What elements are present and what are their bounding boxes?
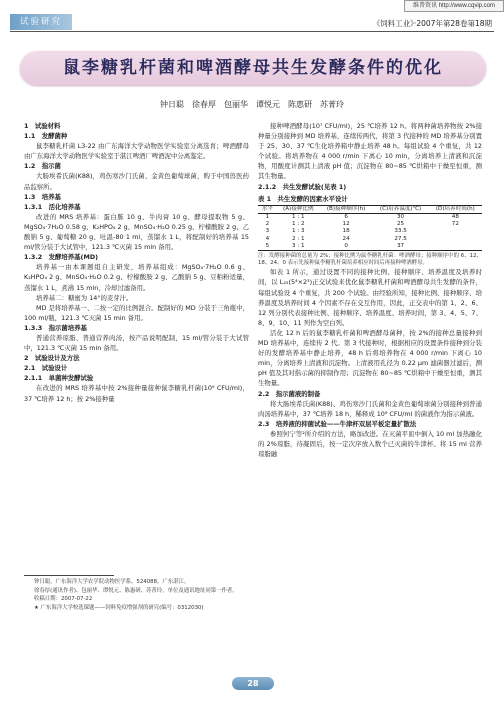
author-list: 钟日聪 徐春厚 包丽华 谭悦元 陈惠研 苏菁玲	[160, 100, 344, 109]
page-number: 28	[232, 677, 274, 690]
paragraph: 改进的 MRS 培养基：蛋白胨 10 g、牛肉膏 10 g、酵母提取物 5 g、MgSO₄·7H₂O 0.58 g、K₂HPO₄ 2 g、MnSO₄·H₂O 0.25 g、柠檬酸胺 2 g、乙酸钠 5 g、葡萄糖 20 g、吐温-80 1 ml，蒸馏水 1 L，将配制好的培养基 15 ml/管分装于大试管中，121.3 ℃灭菌 15 min 备用。	[24, 212, 249, 252]
table-cell: 3	[265, 228, 270, 235]
page-header	[0, 14, 504, 34]
footnotes	[24, 578, 249, 612]
subsection-heading: 1.2 指示菌	[24, 162, 61, 171]
subsection-heading: 1.1 发酵菌种	[24, 132, 68, 141]
paragraph: 如表 1 所示，通过设置不同的接种比例、接种顺序、培养温度及培养时间，以 L₂₅(5⁴×2³)正交试验来优化鼠李糖乳杆菌和啤酒酵母共生发酵的条件，每组试验设 4 个重复，共 200 个试验。由经验所知，接种比例、接种顺序、培养温度及培养时间 4 个因素不存在交互作用，因此，正交表中的第 1、2、6、12 列分别代表接种比例、接种顺序、培养温度、培养时间，第 3、4、5、7、8、9、10、11 列作为空白列。	[258, 268, 482, 327]
table-header-cell: (A)接种比例	[277, 205, 320, 213]
subsection-heading: 2.1.2 共生发酵试验(见表 1)	[258, 182, 347, 191]
paragraph: 鼠李糖乳杆菌 L3-22 由广东海洋大学动物医学实验室分离选育；啤酒酵母由广东海洋大学动物医学实验室于湛江啤酒厂啤酒泥中分离鉴定。	[24, 142, 249, 161]
subsection-heading: 1.3.3 指示菌培养基	[24, 323, 87, 332]
header-rule	[10, 31, 494, 32]
left-column	[24, 121, 249, 404]
footnote: 钟日聪，广东海洋大学农学院动物医学系，524088，广东湛江。	[34, 579, 190, 585]
table-cell: 5	[258, 243, 277, 251]
journal-info: 《饲料工业》·2007年第28卷第18期	[372, 19, 492, 28]
footnote-rule	[24, 575, 114, 576]
table-cell: 3 : 1	[277, 243, 320, 251]
paragraph: 将大肠埃希氏菌(K88)、鸡伤寒沙门氏菌和金黄色葡萄球菌分别接种到普通肉汤培养基中，37 ℃培养 18 h，稀释成 10⁸ CFU/ml 的菌液作为指示菌液。	[258, 399, 482, 418]
right-column	[258, 121, 482, 459]
footnote: 徐春厚(通讯作者)、包丽华、谭悦元、陈惠研、苏菁玲，单位及通讯地址同第一作者。	[34, 587, 238, 594]
paragraph: 培养基一由本课题组自主研发，培养基组成：MgSO₄·7H₂O 0.6 g、K₂HPO₄ 2 g、MnSO₄·H₂O 0.2 g、柠檬酸胺 2 g、乙酸钠 5 g、豆粕粉适量，蒸馏水 1 L，煮沸 15 min，冷却过滤备用。	[24, 263, 249, 292]
paragraph: 接种啤酒酵母(10⁷ CFU/ml)，25 ℃培养 12 h。将两种菌培养物按 2%接种量分别接种到 MD 培养基，连续传两代，将第 3 代接种的 MD 培养基分别置于 25、30、37 ℃生化培养箱中静止培养 48 h。每组试验 4 个重复，共 12 个试验。将培养物在 4 000 r/min 下离心 10 min，分离培养上清液和沉淀物，用酸度计测其上清液 pH 值；沉淀物在 80~85 ℃烘箱中干燥至恒重，测其生物量。	[258, 122, 482, 181]
paragraph: 培养基二：糖蜜为 14°的麦芽汁。	[36, 293, 133, 302]
section-heading: 1 试验材料	[24, 122, 61, 130]
table-cell: 25	[397, 221, 405, 228]
table-cell: 72	[451, 221, 459, 228]
subsection-heading: 2.1.1 单菌种发酵试验	[24, 374, 94, 383]
table-row	[258, 221, 482, 228]
table-cell: 1 : 2	[292, 221, 305, 228]
paragraph: 活化 12 h 后的鼠李糖乳杆菌和啤酒酵母菌种，按 2%的接种总量接种到 MD 培养基中，连续传 2 代。第 3 代接种时，根据相应的设置条件接种到分装好的发酵培养基中静止培养，48 h 后将培养物在 4 000 r/min 下离心 10 min，分离培养上清液和沉淀物。上清液用孔径为 0.22 μm 滤菌器过滤后，测 pH 值及其对指示菌的抑制作用；沉淀物在 80~85 ℃烘箱中干燥至恒重，测其生物量。	[258, 328, 482, 388]
table-cell: 48	[451, 213, 459, 220]
table-cell: 1 : 3	[292, 228, 305, 235]
paragraph: 在改进的 MRS 培养基中按 2%接种量接种鼠李糖乳杆菌(10⁹ CFU/ml)，37 ℃培养 12 h；按 2%接种量	[24, 384, 249, 403]
table-cell: 30	[397, 213, 405, 220]
footnote: ★ 广东海洋大学校选课题——饲料免疫增强剂的研究(编号：0312030)	[34, 604, 204, 611]
table-cell: 0	[320, 243, 373, 251]
paragraph: MD 是将培养基一、二按一定的比例混合。配制好的 MD 分装于三角瓶中，100 ml/瓶，121.3 ℃灭菌 15 min 备用。	[24, 303, 249, 322]
table-row	[258, 236, 482, 243]
table-cell: 4	[265, 235, 270, 242]
table-cell: 1 : 1	[292, 213, 305, 220]
table-cell: 12	[342, 221, 350, 228]
table-cell	[429, 243, 482, 251]
subsection-heading: 1.3 培养基	[24, 192, 61, 201]
section-label: 试验研究	[10, 14, 72, 30]
factor-level-table	[258, 205, 482, 251]
table-cell	[429, 228, 482, 235]
paragraph: 普通营养琼脂、普通营养肉汤，按产品说明配制，15 ml/管分装于大试管中，121.3 ℃灭菌 15 min 备用。	[24, 333, 249, 353]
table-cell: 27.5	[394, 235, 407, 242]
subsection-heading: 2.3 培养液的抑菌试验——牛津杯双层平板定量扩散法	[258, 419, 417, 428]
table-header-row	[258, 205, 482, 213]
table-cell: 18	[342, 228, 350, 235]
paragraph: 参照何宁等²所介绍的方法，略加改进。在灭菌平皿中倒入 10 ml 加热融化的 2%琼脂，待凝固后，按一定次序放入数个已灭菌的牛津杯。将 15 ml 营养琼脂融	[258, 429, 482, 459]
table-title: 表 1 共生发酵的因素水平设计	[258, 194, 348, 203]
table-header-cell: (D)培养时间(h)	[429, 205, 482, 213]
subsection-heading: 1.3.1 活化培养基	[24, 202, 81, 211]
table-note: 注：发酵接种菌的总量为 2%；接种比例为鼠李糖乳杆菌：啤酒酵母；接种顺序中的 6、12、18、24、0 表示先接种鼠李糖乳杆菌培养相应时间后再接种啤酒酵母。	[258, 252, 482, 267]
table-cell: 6	[344, 213, 348, 220]
paragraph: 大肠埃希氏菌(K88)，鸡伤寒沙门氏菌、金黄色葡萄球菌，购于中国兽医药品监察所。	[24, 172, 249, 191]
footnote: 收稿日期：2007-07-22	[34, 596, 93, 603]
table-cell	[429, 236, 482, 243]
table-cell: 37	[372, 243, 428, 251]
table-cell: 33.5	[394, 228, 407, 235]
table-header-cell: (C)培养温度(℃)	[372, 205, 428, 213]
table-row	[258, 243, 482, 251]
table-cell: 1	[265, 213, 270, 220]
subsection-heading: 1.3.2 发酵培养基(MD)	[24, 253, 99, 262]
article-title: 鼠李糖乳杆菌和啤酒酵母共生发酵条件的优化	[63, 58, 443, 78]
table-header-cell: (B)接种顺序(h)	[320, 205, 373, 213]
table-cell: 2 : 1	[292, 235, 305, 242]
table-header-cell: 水平	[258, 205, 277, 213]
table-row	[258, 213, 482, 221]
subsection-heading: 2.2 指示菌液的制备	[258, 389, 321, 398]
table-row	[258, 228, 482, 235]
watermark: 维普资讯 http://www.cqvip.com	[404, 0, 504, 12]
subsection-heading: 2.1 试验设计	[24, 364, 68, 373]
table-cell: 24	[342, 235, 350, 242]
table-cell: 2	[265, 221, 270, 228]
section-heading: 2 试验设计及方法	[24, 354, 80, 363]
